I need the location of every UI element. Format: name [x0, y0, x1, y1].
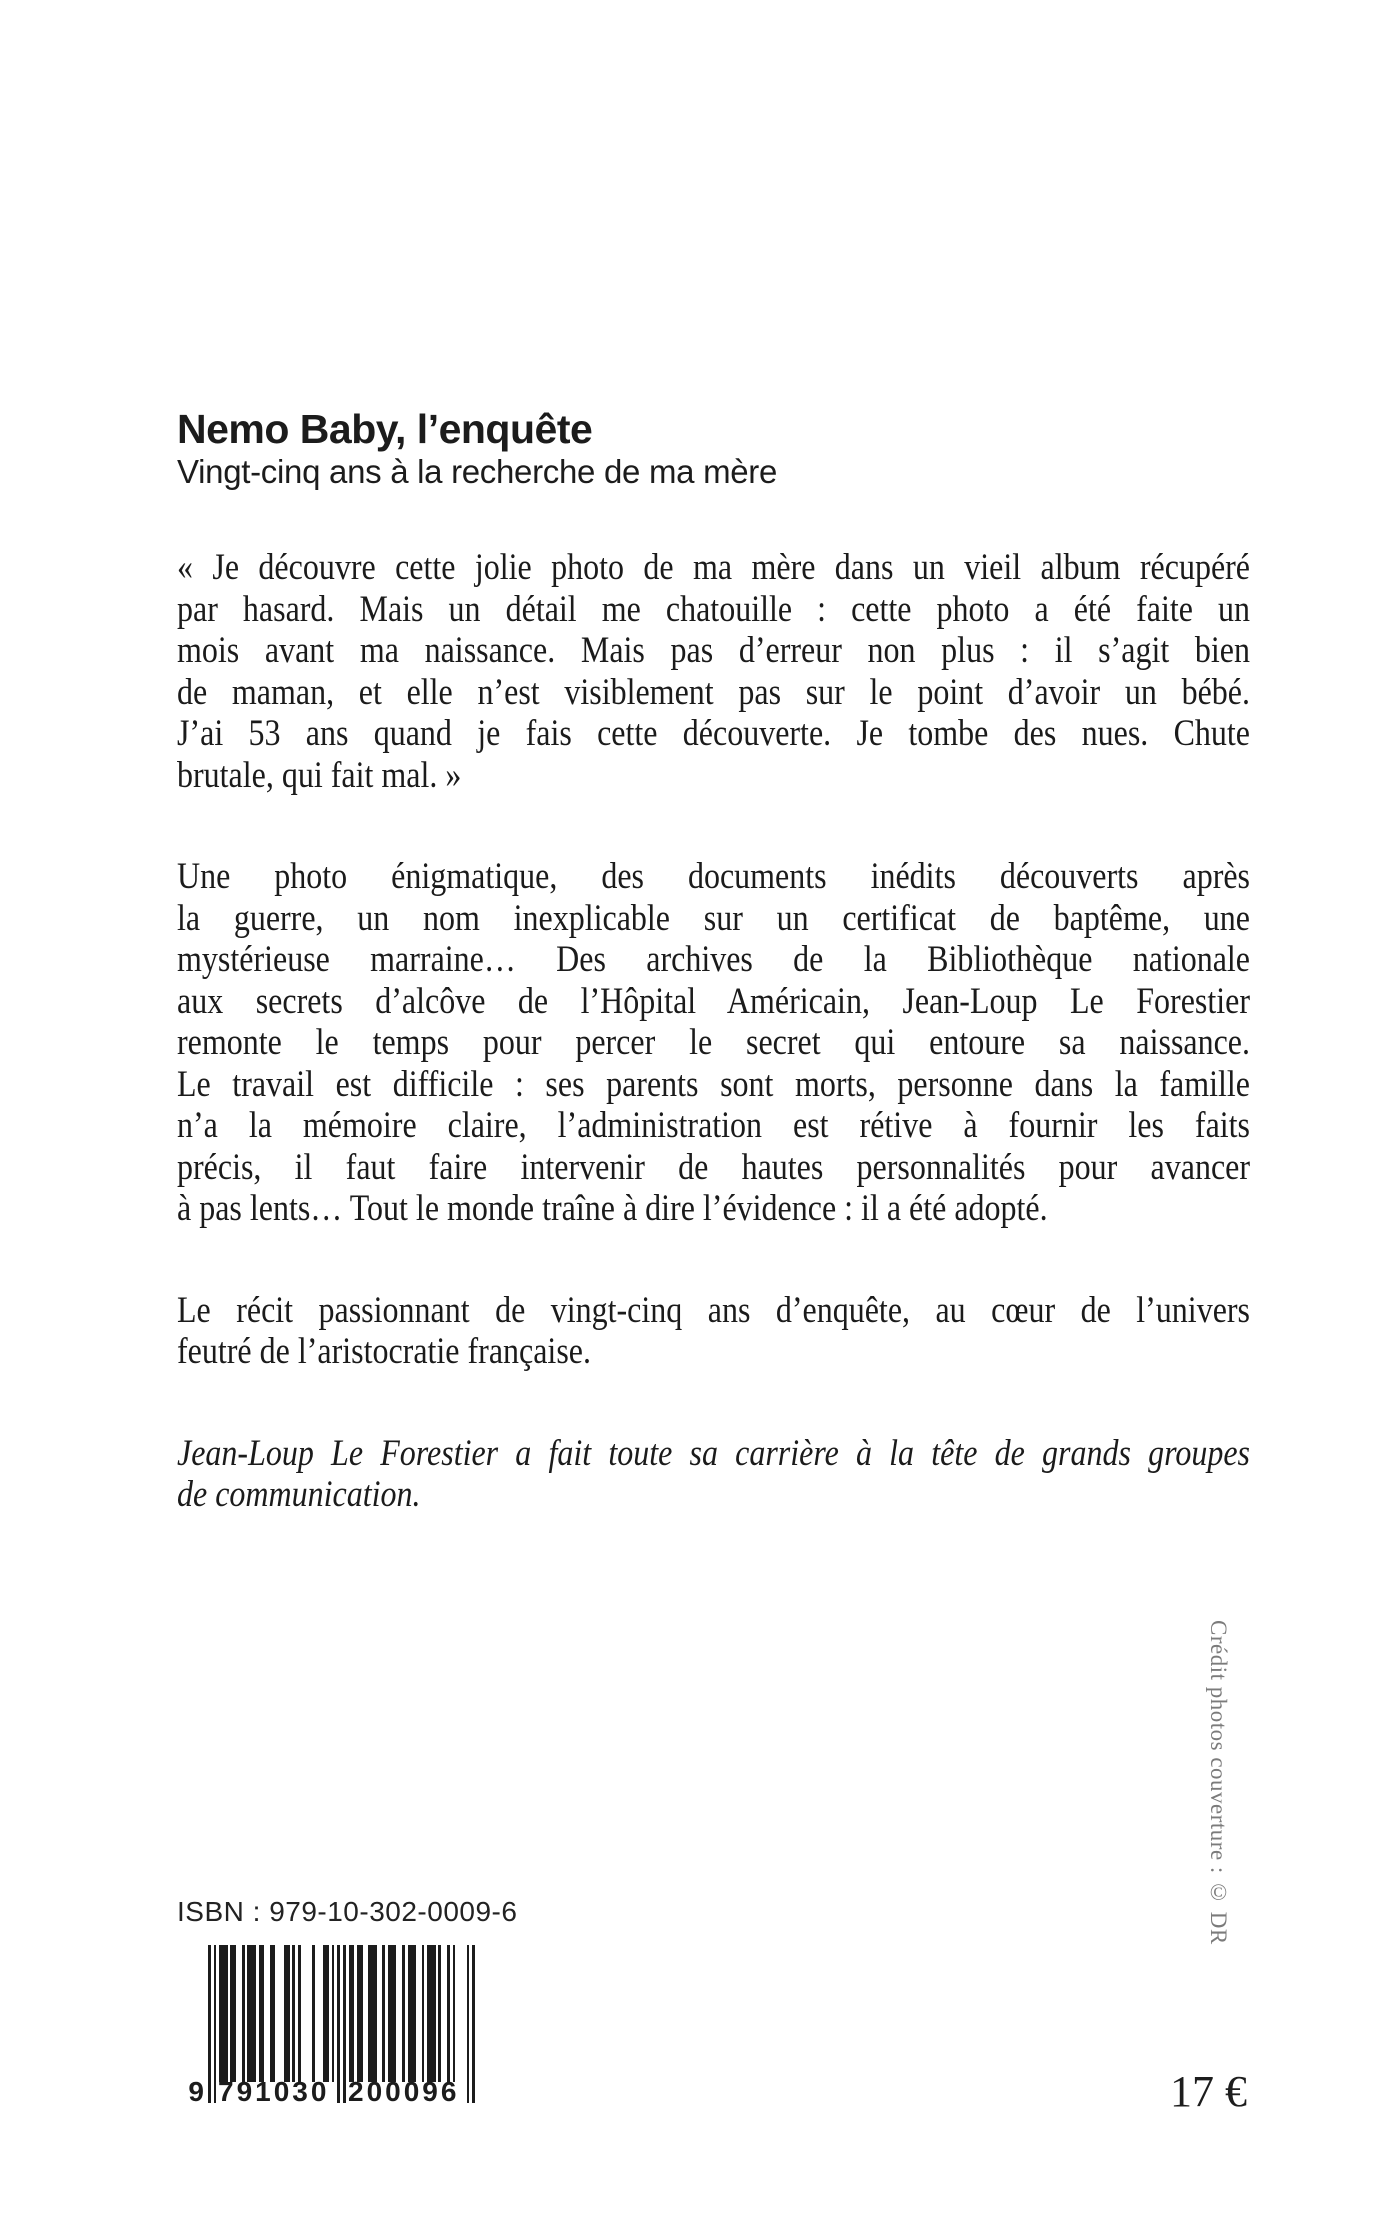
text-line: par hasard. Mais un détail me chatouille : cette photo a été faite un	[177, 587, 1250, 629]
text-line: la guerre, un nom inexplicable sur un certificat de baptême, une	[177, 896, 1250, 938]
text-line: à pas lents… Tout le monde traîne à dire l’évidence : il a été adopté.	[177, 1186, 1048, 1229]
text-line: mois avant ma naissance. Mais pas d’erreur non plus : il s’agit bien	[177, 628, 1250, 671]
text-line: n’a la mémoire claire, l’administration est rétive à fournir les faits	[177, 1103, 1250, 1146]
isbn-label: ISBN : 979-10-302-0009-6	[177, 1896, 518, 1927]
photo-credit: Crédit photos couverture : © DR	[1206, 1620, 1231, 1945]
price-label: 17 €	[1170, 2067, 1247, 2116]
book-title: Nemo Baby, l’enquête	[177, 406, 593, 452]
barcode-digits-left: 791030	[218, 2076, 330, 2107]
text-line: feutré de l’aristocratie française.	[177, 1329, 591, 1372]
author-note-paragraph	[177, 1433, 1250, 1516]
barcode-prefix-digit: 9	[188, 2076, 204, 2107]
text-line: J’ai 53 ans quand je fais cette découverte. Je tombe des nues. Chute	[177, 711, 1250, 754]
text-line: de communication.	[177, 1472, 421, 1515]
text-line: précis, il faut faire intervenir de hautes personnalités pour avancer	[177, 1145, 1250, 1187]
barcode-module	[472, 1945, 475, 2103]
text-line: Une photo énigmatique, des documents inédits découverts après	[177, 854, 1250, 897]
book-subtitle: Vingt-cinq ans à la recherche de ma mère	[177, 453, 778, 490]
text-line: aux secrets d’alcôve de l’Hôpital Américain, Jean-Loup Le Forestier	[177, 979, 1250, 1021]
text-line: Le récit passionnant de vingt-cinq ans d’enquête, au cœur de l’univers	[177, 1288, 1250, 1330]
ean13-barcode	[188, 1945, 475, 2121]
text-line: Le travail est difficile : ses parents sont morts, personne dans la famille	[177, 1062, 1250, 1104]
header	[177, 406, 777, 492]
text-line: Jean-Loup Le Forestier a fait toute sa carrière à la tête de grands groupes	[177, 1431, 1250, 1473]
barcode-digits-right: 200096	[348, 2076, 460, 2107]
body-text	[177, 547, 1250, 1576]
text-line: remonte le temps pour percer le secret qui entoure sa naissance.	[177, 1020, 1250, 1063]
text-line: mystérieuse marraine… Des archives de la Bibliothèque nationale	[177, 937, 1250, 980]
text-line: « Je découvre cette jolie photo de ma mère dans un vieil album récupéré	[177, 545, 1250, 588]
text-line: brutale, qui fait mal. »	[177, 753, 462, 795]
paragraph	[177, 856, 1250, 1230]
paragraph	[177, 547, 1250, 796]
text-line: de maman, et elle n’est visiblement pas sur le point d’avoir un bébé.	[177, 670, 1250, 712]
paragraph	[177, 1290, 1250, 1373]
